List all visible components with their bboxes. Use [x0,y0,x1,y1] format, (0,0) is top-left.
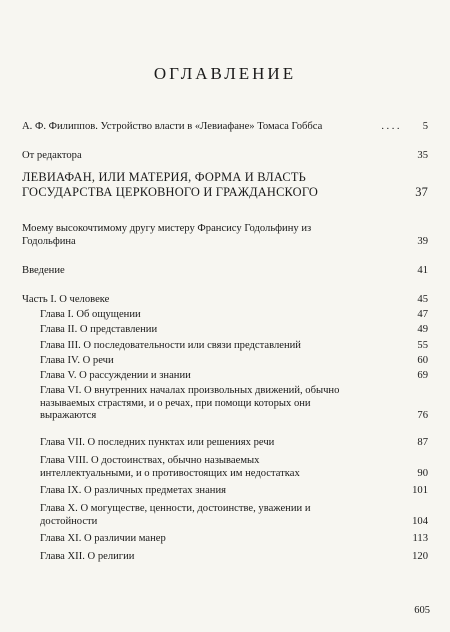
toc-entry-editor [22,150,428,163]
toc-leader-dots: .... [381,121,402,132]
toc-entry-title: Глава II. О представлении [40,324,158,335]
toc-page-number: 41 [417,265,428,276]
toc-page-number: 35 [417,150,428,161]
toc-entry-dedication [22,223,428,248]
toc-page-number: 47 [417,309,428,320]
toc-entry-title: От редактора [22,150,82,161]
toc-entry-leviathan-title [22,170,428,199]
toc-entry-title: Глава VI. О внутренних началах произвольных движений, обычно называемых страстями, и о речах, при помощи которых они выражаются [40,385,340,422]
toc-entry-title: Моему высокочтимому другу мистеру Франсису Годольфину из Годольфина [22,223,312,247]
toc-entry-chapter-3 [40,340,428,353]
page-folio-number: 605 [414,605,430,616]
toc-entry-title: Глава IX. О различных предметах знания [40,485,227,496]
toc-entry-title: Глава X. О могуществе, ценности, достоинстве, уважении и достойности [40,503,311,527]
toc-page-number: 55 [417,340,428,351]
toc-entry-title: Глава I. Об ощущении [40,309,141,320]
toc-entry-introduction-filippov [22,121,428,134]
toc-page-number: 76 [417,410,428,422]
toc-entry-chapter-10 [40,503,428,528]
toc-page-number: 87 [417,437,428,448]
toc-entry-title: Глава XII. О религии [40,551,135,562]
toc-entry-chapter-2 [40,324,428,337]
toc-page-number: 39 [417,235,428,247]
toc-entry-chapter-1 [40,309,428,322]
toc-entry-title: Глава III. О последовательности или связи представлений [40,340,301,351]
toc-entry-title: Глава VIII. О достоинствах, обычно называемых интеллектуальными, и о противостоящих им недостатках [40,455,300,479]
toc-page-number: 101 [412,485,428,496]
toc-entry-chapter-11 [40,533,428,546]
toc-page-number: 5 [422,121,428,132]
toc-entry-title: Часть I. О человеке [22,294,110,305]
toc-entry-chapter-6 [40,385,428,423]
toc-entry-title: Глава V. О рассуждении и знании [40,370,191,381]
toc-heading: ОГЛАВЛЕНИЕ [153,64,297,83]
toc-entry-title: Введение [22,265,65,276]
toc-page-number: 104 [412,515,428,527]
toc-entry-chapter-9 [40,485,428,498]
toc-page-number: 90 [417,467,428,479]
toc-entry-chapter-8 [40,455,428,480]
toc-entry-chapter-4 [40,355,428,368]
toc-page-number: 37 [415,184,428,199]
toc-entry-chapter-7 [40,437,428,450]
toc-page-number: 69 [417,370,428,381]
toc-page-number: 120 [412,551,428,562]
toc-entry-title: А. Ф. Филиппов. Устройство власти в «Левиафане» Томаса Гоббса [22,121,323,132]
toc-entry-intro [22,265,428,278]
toc-entry-chapter-12 [40,551,428,564]
toc-entry-part-1 [22,294,428,307]
toc-entry-title: Глава IV. О речи [40,355,114,366]
toc-entry-chapter-5 [40,370,428,383]
toc-page-number: 60 [417,355,428,366]
toc-entry-title: Глава VII. О последних пунктах или решениях речи [40,437,275,448]
toc-page-number: 45 [417,294,428,305]
toc-entry-title: Глава XI. О различии манер [40,533,166,544]
toc-page-number: 113 [412,533,428,544]
toc-page-number: 49 [417,324,428,335]
toc-entry-title: ЛЕВИАФАН, ИЛИ МАТЕРИЯ, ФОРМА И ВЛАСТЬ ГОСУДАРСТВА ЦЕРКОВНОГО И ГРАЖДАНСКОГО [22,170,319,199]
